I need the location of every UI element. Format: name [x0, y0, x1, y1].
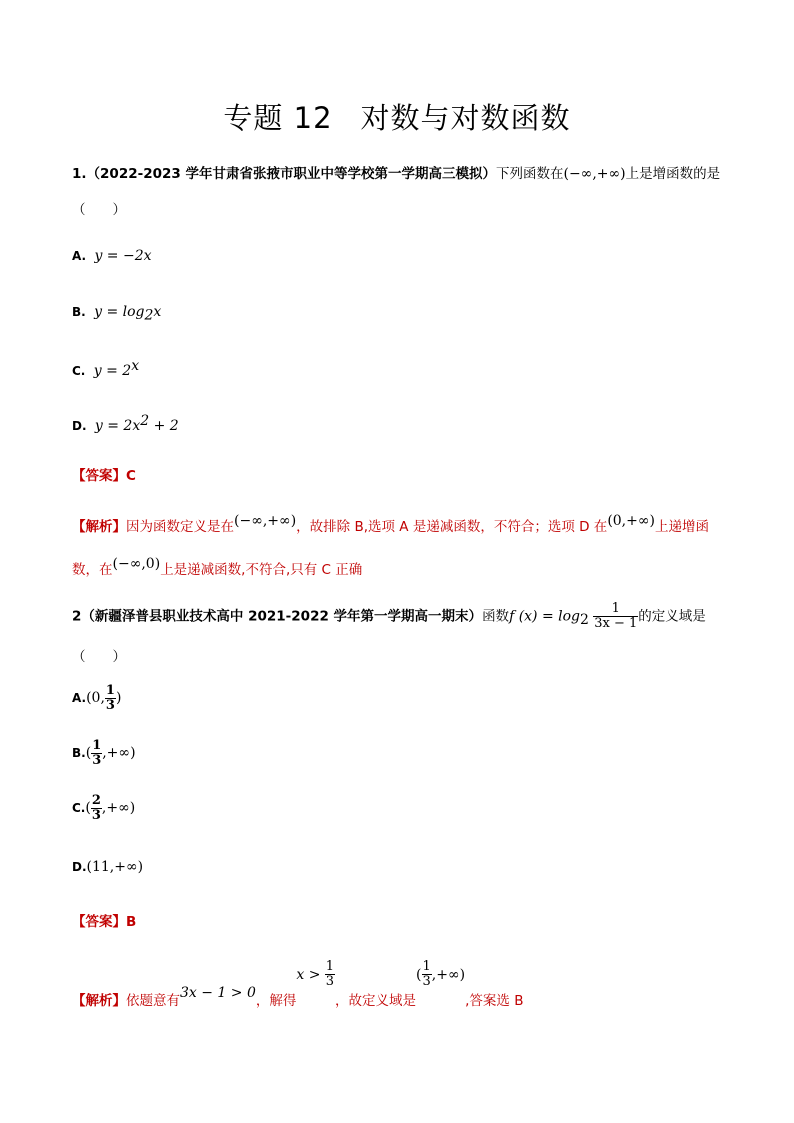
analysis-text: ，故排除 B,选项 A 是递减函数，不符合；选项 D 在 [296, 519, 608, 535]
q2-func-sub: 2 [580, 612, 589, 629]
option-expr-b: + 2 [149, 418, 179, 434]
analysis-domain-fraction [422, 960, 432, 989]
analysis-interval: (−∞,+∞) [234, 513, 297, 529]
option-label: A. [72, 691, 87, 705]
fraction-den: 3 [422, 974, 431, 989]
q2-number: 2 [72, 608, 82, 625]
q1-option-d [72, 413, 179, 434]
analysis-interval: (−∞,0) [112, 556, 161, 572]
option-expr: y = −2x [94, 248, 152, 264]
q1-option-b [72, 304, 161, 323]
option-label: A. [72, 249, 87, 263]
q1-analysis-line2 [72, 558, 362, 578]
option-expr-b: x [153, 304, 162, 320]
q2-func: f (x) = log [509, 608, 581, 625]
fraction-num: 1 [92, 738, 102, 753]
fraction-den: 3 [105, 698, 115, 713]
answer-value: B [126, 914, 137, 930]
analysis-text: 因为函数定义是在 [126, 519, 234, 535]
q2-stem-b: 的定义域是 [638, 608, 706, 625]
question-1-stem [72, 162, 720, 182]
analysis-text: 数，在 [72, 562, 113, 578]
analysis-text: ,答案选 B [465, 992, 524, 1009]
fraction-num: 1 [422, 959, 431, 974]
analysis-text: ，解得 [255, 992, 297, 1009]
q1-interval: (−∞,+∞) [563, 166, 626, 182]
option-label: D. [72, 419, 87, 433]
fraction-num: 1 [105, 683, 115, 698]
fraction-den: 3 [325, 974, 335, 989]
q2-option-a [72, 684, 121, 713]
q1-source: （2022-2023 学年甘肃省张掖市职业中等学校第一学期高三模拟） [86, 166, 496, 182]
option-post: ,+∞) [102, 745, 136, 761]
option-pre: (11,+∞) [86, 859, 144, 875]
q1-answer [72, 464, 136, 484]
question-2-stem [72, 602, 706, 631]
q2-analysis [72, 959, 524, 1009]
title-main: 专题 12 [223, 101, 333, 135]
option-fraction [105, 684, 116, 713]
analysis-inequality: 3x − 1 > 0 [180, 984, 256, 1001]
q1-stem-b: 上是增函数的是 [625, 166, 721, 182]
q1-stem-a: 下列函数在 [495, 166, 564, 182]
q2-option-b [72, 739, 136, 768]
fraction-num: 2 [91, 793, 101, 808]
option-pre: (0, [86, 690, 105, 706]
option-label: C. [72, 801, 86, 815]
q2-option-d [72, 859, 143, 875]
analysis-text: 上是递减函数,不符合,只有 C 正确 [160, 562, 363, 578]
page-title [0, 96, 794, 137]
option-post: ) [115, 690, 122, 706]
option-expr: y = 2 [93, 363, 132, 379]
analysis-text: ，故定义域是 [335, 992, 417, 1009]
q2-stem-a: 函数 [482, 608, 510, 625]
option-sup: 2 [140, 413, 150, 429]
option-label: B. [72, 746, 86, 760]
answer-label: 【答案】 [72, 914, 126, 930]
answer-value: C [126, 468, 136, 484]
option-pre: ( [85, 745, 92, 761]
analysis-label: 【解析】 [72, 992, 126, 1009]
title-sub: 对数与对数函数 [360, 101, 571, 135]
q1-number: 1. [72, 166, 87, 182]
option-expr: y = log [94, 304, 145, 320]
q2-option-c [72, 794, 135, 823]
analysis-interval: (0,+∞) [607, 513, 655, 529]
q1-analysis-line1 [72, 515, 709, 535]
fraction-den: 3x − 1 [594, 616, 638, 631]
fraction-num: 1 [325, 959, 335, 974]
fraction-den: 3 [91, 808, 101, 823]
fraction-num: 1 [593, 602, 638, 617]
analysis-fraction [325, 960, 335, 989]
q2-func-fraction [593, 602, 638, 631]
q1-option-a [72, 248, 152, 264]
option-label: D. [72, 860, 87, 874]
option-label: C. [72, 364, 86, 378]
option-post: ,+∞) [101, 800, 136, 816]
q2-source: （新疆泽普县职业技术高中 2021-2022 学年第一学期高一期末） [81, 608, 483, 625]
option-sup: x [131, 358, 140, 374]
analysis-domain-pre: ( [416, 966, 422, 983]
analysis-label: 【解析】 [72, 519, 126, 535]
option-label: B. [72, 305, 86, 319]
q2-answer [72, 910, 136, 930]
answer-label: 【答案】 [72, 468, 126, 484]
option-pre: ( [85, 800, 91, 816]
analysis-text: 上递增函 [655, 519, 709, 535]
option-expr: y = 2x [94, 418, 141, 434]
analysis-text: 依题意有 [126, 992, 180, 1009]
fraction-den: 3 [92, 753, 102, 768]
option-fraction [91, 794, 102, 823]
q2-blank: （ ） [72, 649, 126, 665]
option-fraction [91, 739, 102, 768]
q1-blank: （ ） [72, 202, 126, 218]
analysis-x: x > [296, 966, 321, 983]
analysis-domain-post: ,+∞) [431, 966, 466, 983]
q1-option-c [72, 358, 139, 379]
option-sub: 2 [144, 307, 154, 324]
